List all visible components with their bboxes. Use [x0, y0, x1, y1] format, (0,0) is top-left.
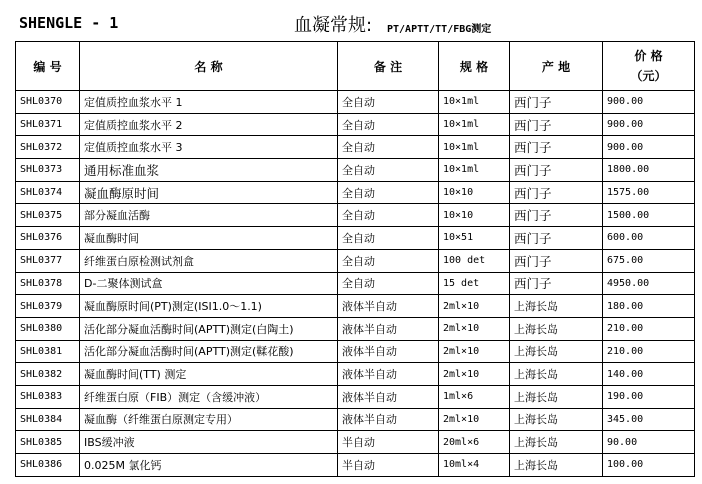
cell-note: 液体半自动: [338, 363, 439, 386]
cell-note: 全自动: [338, 136, 439, 159]
cell-price: 4950.00: [603, 272, 695, 295]
cell-code: SHL0374: [16, 181, 80, 204]
cell-origin: 西门子: [510, 181, 603, 204]
cell-origin: 上海长岛: [510, 363, 603, 386]
cell-code: SHL0381: [16, 340, 80, 363]
cell-spec: 20ml×6: [439, 431, 510, 454]
cell-note: 液体半自动: [338, 408, 439, 431]
cell-code: SHL0372: [16, 136, 80, 159]
cell-spec: 2ml×10: [439, 340, 510, 363]
cell-origin: 上海长岛: [510, 431, 603, 454]
cell-price: 600.00: [603, 227, 695, 250]
cell-code: SHL0382: [16, 363, 80, 386]
cell-code: SHL0380: [16, 317, 80, 340]
table-row: [16, 227, 695, 250]
table-row: [16, 91, 695, 114]
header-origin: 产 地: [510, 42, 603, 91]
cell-code: SHL0370: [16, 91, 80, 114]
cell-price: 140.00: [603, 363, 695, 386]
cell-origin: 上海长岛: [510, 340, 603, 363]
cell-price: 345.00: [603, 408, 695, 431]
cell-code: SHL0377: [16, 249, 80, 272]
cell-origin: 上海长岛: [510, 408, 603, 431]
cell-note: 全自动: [338, 227, 439, 250]
cell-note: 液体半自动: [338, 385, 439, 408]
table-row: [16, 363, 695, 386]
cell-spec: 2ml×10: [439, 363, 510, 386]
header-price-unit: （元）: [630, 69, 667, 83]
table-row: [16, 249, 695, 272]
cell-origin: 上海长岛: [510, 454, 603, 477]
cell-name: 纤维蛋白原（FIB）测定（含缓冲液）: [80, 385, 338, 408]
cell-note: 全自动: [338, 204, 439, 227]
cell-price: 1575.00: [603, 181, 695, 204]
cell-note: 全自动: [338, 181, 439, 204]
cell-note: 液体半自动: [338, 340, 439, 363]
cell-origin: 西门子: [510, 227, 603, 250]
cell-name: D-二聚体测试盒: [80, 272, 338, 295]
cell-origin: 西门子: [510, 159, 603, 182]
cell-name: 通用标准血浆: [80, 159, 338, 182]
cell-note: 液体半自动: [338, 317, 439, 340]
cell-price: 900.00: [603, 136, 695, 159]
cell-spec: 2ml×10: [439, 295, 510, 318]
cell-origin: 西门子: [510, 272, 603, 295]
cell-spec: 10×10: [439, 204, 510, 227]
table-row: [16, 136, 695, 159]
cell-name: IBS缓冲液: [80, 431, 338, 454]
cell-origin: 上海长岛: [510, 295, 603, 318]
price-table: [15, 41, 695, 477]
table-row: [16, 295, 695, 318]
cell-note: 全自动: [338, 272, 439, 295]
cell-price: 180.00: [603, 295, 695, 318]
cell-price: 900.00: [603, 91, 695, 114]
cell-name: 定值质控血浆水平 1: [80, 91, 338, 114]
table-row: [16, 204, 695, 227]
cell-spec: 1ml×6: [439, 385, 510, 408]
table-row: [16, 317, 695, 340]
document-subtitle: PT/APTT/TT/FBG测定: [387, 24, 492, 35]
table-row: [16, 181, 695, 204]
cell-name: 纤维蛋白原检测试剂盒: [80, 249, 338, 272]
table-row: [16, 408, 695, 431]
cell-note: 全自动: [338, 113, 439, 136]
table-row: [16, 340, 695, 363]
cell-name: 部分凝血活酶: [80, 204, 338, 227]
cell-code: SHL0379: [16, 295, 80, 318]
cell-note: 全自动: [338, 249, 439, 272]
cell-origin: 上海长岛: [510, 385, 603, 408]
header-price-label: 价 格: [634, 49, 663, 63]
cell-code: SHL0373: [16, 159, 80, 182]
cell-price: 90.00: [603, 431, 695, 454]
table-row: [16, 272, 695, 295]
cell-spec: 100 det: [439, 249, 510, 272]
cell-note: 半自动: [338, 431, 439, 454]
cell-code: SHL0385: [16, 431, 80, 454]
cell-spec: 10×1ml: [439, 136, 510, 159]
cell-price: 1800.00: [603, 159, 695, 182]
cell-code: SHL0371: [16, 113, 80, 136]
cell-note: 全自动: [338, 91, 439, 114]
header-code: 编 号: [16, 42, 80, 91]
table-row: [16, 159, 695, 182]
cell-origin: 上海长岛: [510, 317, 603, 340]
table-row: [16, 454, 695, 477]
cell-price: 100.00: [603, 454, 695, 477]
cell-spec: 10×1ml: [439, 91, 510, 114]
cell-name: 凝血酶（纤维蛋白原测定专用）: [80, 408, 338, 431]
cell-price: 210.00: [603, 340, 695, 363]
document-code: SHENGLE - 1: [19, 14, 119, 32]
cell-price: 210.00: [603, 317, 695, 340]
cell-name: 凝血酶原时间: [80, 181, 338, 204]
cell-origin: 西门子: [510, 204, 603, 227]
cell-spec: 15 det: [439, 272, 510, 295]
cell-spec: 10×51: [439, 227, 510, 250]
header-price: [603, 42, 695, 91]
cell-spec: 10×1ml: [439, 113, 510, 136]
cell-note: 液体半自动: [338, 295, 439, 318]
cell-code: SHL0375: [16, 204, 80, 227]
cell-spec: 2ml×10: [439, 408, 510, 431]
cell-price: 675.00: [603, 249, 695, 272]
cell-origin: 西门子: [510, 113, 603, 136]
cell-spec: 10×10: [439, 181, 510, 204]
cell-code: SHL0383: [16, 385, 80, 408]
table-header-row: [16, 42, 695, 91]
cell-code: SHL0384: [16, 408, 80, 431]
cell-name: 定值质控血浆水平 2: [80, 113, 338, 136]
cell-origin: 西门子: [510, 91, 603, 114]
cell-spec: 10×1ml: [439, 159, 510, 182]
header-note: 备 注: [338, 42, 439, 91]
header-name: 名 称: [80, 42, 338, 91]
header-spec: 规 格: [439, 42, 510, 91]
table-row: [16, 113, 695, 136]
cell-name: 凝血酶时间: [80, 227, 338, 250]
cell-name: 活化部分凝血活酶时间(APTT)测定(鞣花酸): [80, 340, 338, 363]
cell-name: 凝血酶原时间(PT)测定(ISI1.0～1.1): [80, 295, 338, 318]
cell-spec: 10ml×4: [439, 454, 510, 477]
cell-code: SHL0376: [16, 227, 80, 250]
cell-name: 凝血酶时间(TT) 测定: [80, 363, 338, 386]
cell-code: SHL0386: [16, 454, 80, 477]
cell-note: 半自动: [338, 454, 439, 477]
document-title: 血凝常规:: [294, 15, 373, 36]
table-row: [16, 385, 695, 408]
cell-spec: 2ml×10: [439, 317, 510, 340]
cell-origin: 西门子: [510, 249, 603, 272]
cell-note: 全自动: [338, 159, 439, 182]
cell-origin: 西门子: [510, 136, 603, 159]
cell-price: 190.00: [603, 385, 695, 408]
cell-name: 定值质控血浆水平 3: [80, 136, 338, 159]
cell-price: 900.00: [603, 113, 695, 136]
cell-price: 1500.00: [603, 204, 695, 227]
cell-code: SHL0378: [16, 272, 80, 295]
table-row: [16, 431, 695, 454]
cell-name: 0.025M 氯化钙: [80, 454, 338, 477]
cell-name: 活化部分凝血活酶时间(APTT)测定(白陶土): [80, 317, 338, 340]
